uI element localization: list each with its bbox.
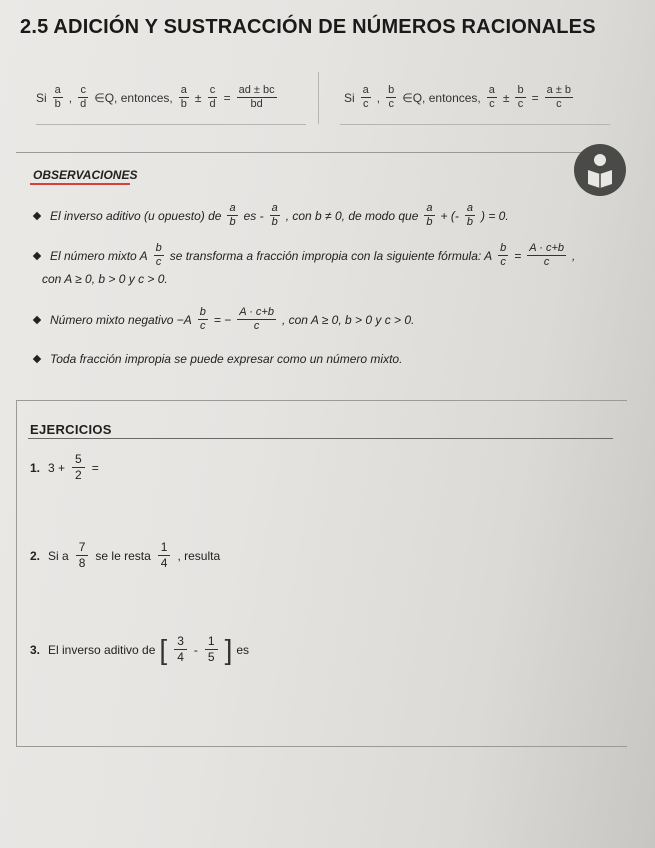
obs-2-text-c: = xyxy=(514,248,522,263)
exercise-2-frac-b: 1 4 xyxy=(158,540,171,571)
exercise-3-right-bracket: ] xyxy=(224,633,233,665)
obs-4-text: Toda fracción impropia se puede expresar como un número mixto. xyxy=(50,352,403,366)
obs-1-text-e: ) = 0. xyxy=(480,208,509,223)
bullet-diamond-icon xyxy=(33,315,41,323)
exercise-2-text-b: se le resta xyxy=(95,548,151,563)
rule-left-frac-3: $\frac{a}{b}$ xyxy=(180,84,187,110)
rule-right-membership: ∈Q, entonces, xyxy=(402,90,481,105)
rule-right-frac-5: $\frac{a \pm b}{c}$ xyxy=(546,84,572,110)
rule-divider xyxy=(318,72,319,124)
rule-left-underline xyxy=(36,124,306,125)
bullet-diamond-icon xyxy=(33,251,41,259)
obs-3-text-b: = − xyxy=(213,312,232,327)
rule-left-si: Si xyxy=(36,90,47,105)
ejercicios-underline xyxy=(28,438,613,439)
reading-book-icon xyxy=(574,144,626,196)
obs-1-text-d: + (- xyxy=(440,208,459,223)
rule-right-frac-3: $\frac{a}{c}$ xyxy=(488,84,495,110)
section-divider xyxy=(16,152,586,153)
exercise-2-text-c: , resulta xyxy=(177,548,221,563)
obs-3-frac-b: $\frac{A \cdot c+b}{c}$ xyxy=(239,306,274,332)
exercise-2 xyxy=(30,540,220,571)
exercise-3-number: 3. xyxy=(30,642,41,657)
rule-left-frac-4: $\frac{c}{d}$ xyxy=(209,84,216,110)
obs-2-text-b: se transforma a fracción impropia con la siguiente fórmula: A xyxy=(169,248,493,263)
obs-1-text-c: , con b ≠ 0, de modo que xyxy=(285,208,419,223)
page-title: 2.5 ADICIÓN Y SUSTRACCIÓN DE NÚMEROS RACIONALES xyxy=(20,16,596,38)
exercise-2-text-a: Si a xyxy=(48,548,69,563)
exercise-3-frac-a: 3 4 xyxy=(174,634,187,665)
obs-1-frac-c: $\frac{a}{b}$ xyxy=(426,202,433,228)
exercise-2-number: 2. xyxy=(30,548,41,563)
rule-left-frac-1: $\frac{a}{b}$ xyxy=(54,84,61,110)
exercise-3-left-bracket: [ xyxy=(159,633,168,665)
rule-left-frac-5: $\frac{ad \pm bc}{bd}$ xyxy=(238,84,275,110)
rule-left-pm: ± xyxy=(194,90,202,105)
obs-1-text-b: es - xyxy=(243,208,264,223)
bullet-diamond-icon xyxy=(33,355,41,363)
exercise-3-text-b: es xyxy=(236,642,250,657)
exercise-1-text-b: = xyxy=(91,460,99,475)
exercise-3 xyxy=(30,634,249,665)
exercise-3-minus: - xyxy=(193,642,198,657)
exercise-1 xyxy=(30,452,99,483)
rule-right xyxy=(344,84,575,111)
obs-1-frac-d: $\frac{a}{b}$ xyxy=(466,202,473,228)
exercise-1-text-a: 3 + xyxy=(48,460,66,475)
obs-2-line-2: con A ≥ 0, b > 0 y c > 0. xyxy=(42,272,168,286)
obs-3-text-c: , con A ≥ 0, b > 0 y c > 0. xyxy=(281,312,415,327)
exercise-3-frac-b: 1 5 xyxy=(205,634,218,665)
obs-2-text-a: El número mixto A xyxy=(50,248,148,263)
obs-bullet-3 xyxy=(34,306,414,333)
rule-left-frac-2: $\frac{c}{d}$ xyxy=(80,84,87,110)
observaciones-heading: OBSERVACIONES xyxy=(33,168,138,182)
obs-1-text-a: El inverso aditivo (u opuesto) de xyxy=(50,208,222,223)
exercise-2-frac-a: 7 8 xyxy=(76,540,89,571)
rule-right-sep: , xyxy=(376,90,381,105)
rule-right-frac-2: $\frac{b}{c}$ xyxy=(388,84,395,110)
rule-right-si: Si xyxy=(344,90,355,105)
rule-right-frac-4: $\frac{b}{c}$ xyxy=(517,84,524,110)
obs-bullet-1 xyxy=(34,202,509,229)
rule-right-underline xyxy=(340,124,610,125)
obs-2-frac-b: $\frac{b}{c}$ xyxy=(500,242,507,268)
rule-left-sep: , xyxy=(68,90,73,105)
obs-1-frac-b: $\frac{a}{b}$ xyxy=(271,202,278,228)
exercise-1-frac: $\frac{5}{2}$ xyxy=(72,452,85,483)
obs-3-text-a: Número mixto negativo −A xyxy=(50,312,192,327)
obs-bullet-2 xyxy=(34,242,575,269)
ejercicios-heading: EJERCICIOS xyxy=(30,422,112,437)
rule-right-pm: ± xyxy=(502,90,510,105)
rule-right-frac-1: $\frac{a}{c}$ xyxy=(362,84,369,110)
rule-left-membership: ∈Q, entonces, xyxy=(94,90,173,105)
ejercicios-box xyxy=(16,400,627,747)
obs-2-text-d: , xyxy=(571,248,576,263)
exercise-1-number: 1. xyxy=(30,460,41,475)
obs-1-frac-a: $\frac{a}{b}$ xyxy=(229,202,236,228)
obs-2-frac-a: $\frac{b}{c}$ xyxy=(155,242,162,268)
rule-left-eq: = xyxy=(223,90,231,105)
obs-3-frac-a: $\frac{b}{c}$ xyxy=(199,306,206,332)
observaciones-underline xyxy=(30,183,130,185)
exercise-3-text-a: El inverso aditivo de xyxy=(48,642,156,657)
obs-bullet-4 xyxy=(34,352,402,366)
rule-right-eq: = xyxy=(531,90,539,105)
rule-left xyxy=(36,84,279,111)
bullet-diamond-icon xyxy=(33,211,41,219)
obs-2-frac-c: $\frac{A \cdot c+b}{c}$ xyxy=(529,242,564,268)
